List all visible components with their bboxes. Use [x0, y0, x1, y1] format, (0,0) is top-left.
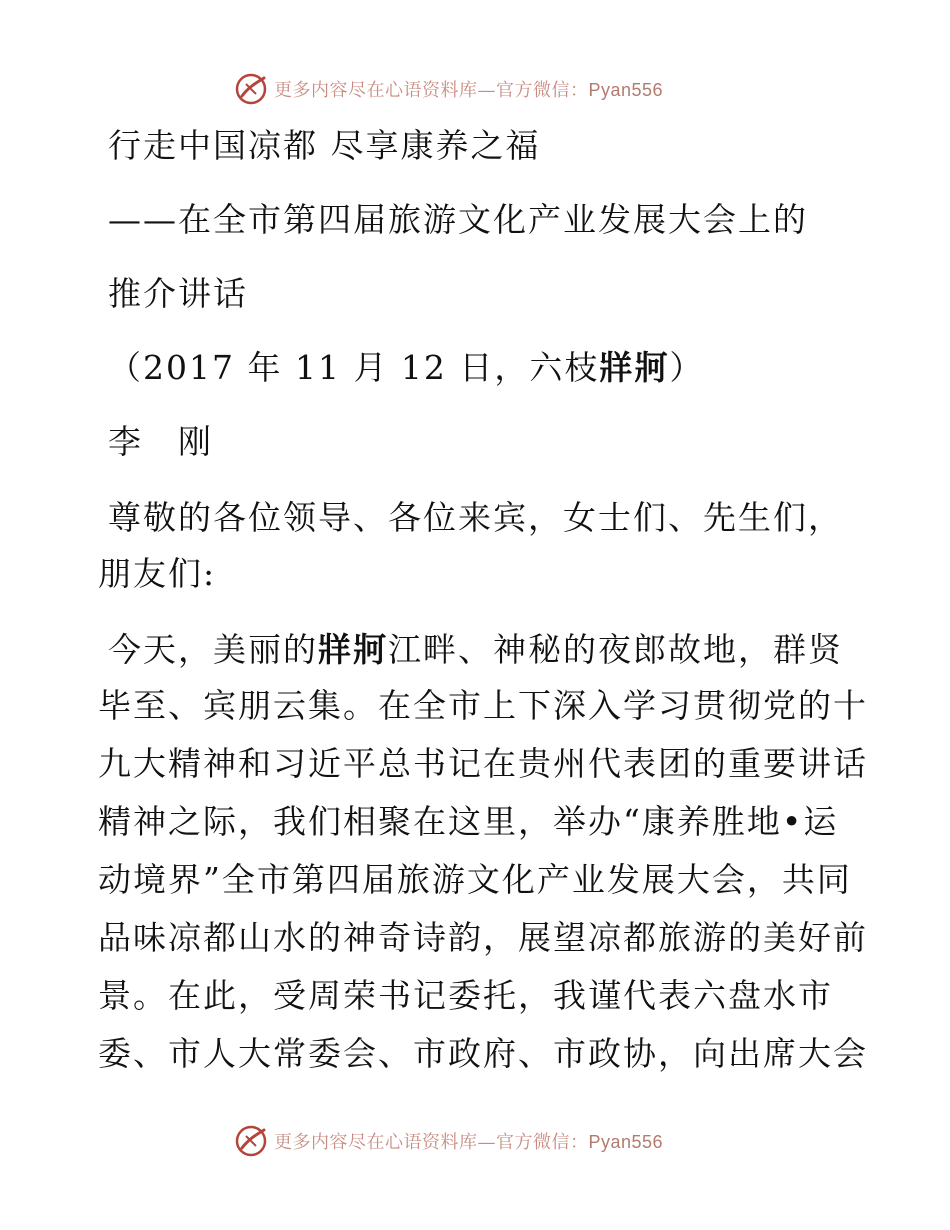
footer-watermark: [234, 1124, 663, 1158]
dateline: （2017 年 11 月 12 日，六枝牂牁）: [108, 348, 705, 387]
dateline-place: 牂牁: [599, 348, 670, 387]
author-name: 李 刚: [108, 422, 213, 461]
watermark-logo-icon: [234, 72, 268, 106]
salutation-line2: 朋友们:: [98, 554, 217, 593]
watermark-text: 更多内容尽在心语资料库—官方微信：Pyan556: [274, 80, 664, 101]
watermark-text: 更多内容尽在心语资料库—官方微信：Pyan556: [274, 1132, 664, 1153]
salutation-line1: 尊敬的各位领导、各位来宾，女士们、先生们，: [108, 498, 843, 537]
paragraph-line-3: 九大精神和习近平总书记在贵州代表团的重要讲话: [98, 744, 868, 783]
watermark-logo-icon: [234, 1124, 268, 1158]
doc-subtitle-line1: ——在全市第四届旅游文化产业发展大会上的: [108, 200, 808, 239]
paragraph-line-6: 品味凉都山水的神奇诗韵，展望凉都旅游的美好前: [98, 918, 868, 957]
header-watermark: [234, 72, 663, 106]
paragraph-line-7: 景。在此，受周荣书记委托，我谨代表六盘水市: [98, 976, 833, 1015]
doc-title: 行走中国凉都 尽享康养之福: [108, 126, 541, 165]
paragraph-line-1: 今天，美丽的牂牁江畔、神秘的夜郎故地，群贤: [108, 630, 843, 669]
paragraph-line-2: 毕至、宾朋云集。在全市上下深入学习贯彻党的十: [98, 686, 868, 725]
river-name: 牂牁: [318, 630, 388, 669]
paragraph-line-8: 委、市人大常委会、市政府、市政协，向出席大会: [98, 1034, 868, 1073]
doc-subtitle-line2: 推介讲话: [108, 274, 248, 313]
paragraph-line-5: 动境界”全市第四届旅游文化产业发展大会，共同: [98, 860, 852, 899]
paragraph-line-4: 精神之际，我们相聚在这里，举办“康养胜地•运: [98, 802, 839, 841]
